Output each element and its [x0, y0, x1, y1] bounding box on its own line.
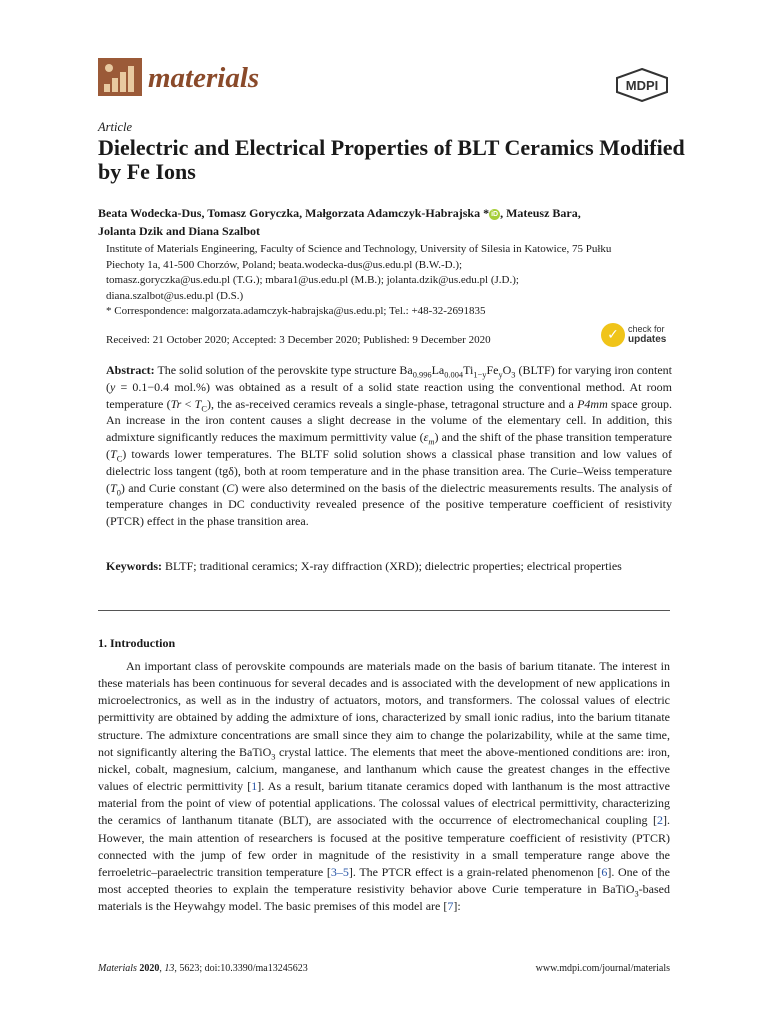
footer-citation: Materials 2020, 13, 5623; doi:10.3390/ma13245623: [98, 963, 308, 974]
abstract-label: Abstract:: [106, 363, 155, 377]
article-type: Article: [98, 120, 133, 134]
check-updates-line2: updates: [628, 334, 667, 345]
divider: [98, 610, 670, 611]
intro-paragraph: An important class of perovskite compounds are materials made on the basis of barium titanate. The interest in these materials has been continuous for several decades and is associated with the development of new applications in microelectronics, as well as in the industry of actuators, motors, and transformers. The colossal values of electric permittivity are obtained by adding the admixture of ions, characterized by small ionic radius, into the barium titanate structure. The admixture concentrations are small since they aim to change the polarizability, while at the same time, not significantly altering the BaTiO$_3$ crystal lattice. The elements that meet the above-mentioned conditions are: iron, nickel, cobalt, magnesium, calcium, manganese, and lanthanum which cause the greatest changes in the effective values of electric permittivity [1]. As a result, barium titanate ceramics doped with lanthanum is the most attractive material from the point of view of potential applications. The colossal values of electrical permittivity, characterizing the ceramics of lanthanum titanate (BLT), are associated with the occurrence of electromechanical coupling [2]. However, the main attention of researchers is focused at the positive temperature coefficient of resistivity (PTCR) connected with the jump of few order in magnitude of the resistivity in a small temperature range above the ferroeletric–paraelectric transition temperature [3–5]. The PTCR effect is a grain-related phenomenon [6]. One of the most accepted theories to explain the temperature resistivity behavior above Curie temperature in BaTiO$_3$-based materials is the Heywahgy model. The basic premises of this model are [7]:: [98, 659, 670, 914]
page-title: Dielectric and Electrical Properties of BLT Ceramics Modified by Fe Ions: [98, 135, 685, 184]
section-heading: 1. Introduction: [98, 636, 176, 650]
citation-link[interactable]: 1: [251, 779, 258, 794]
affiliation-line: diana.szalbot@us.edu.pl (D.S.): [106, 289, 244, 302]
citation-link[interactable]: 2: [657, 813, 663, 828]
citation-link[interactable]: 6: [601, 864, 608, 879]
author-list: [98, 204, 676, 240]
journal-brand[interactable]: materials: [148, 62, 260, 94]
affiliation: [106, 242, 672, 304]
check-updates-button[interactable]: [601, 323, 673, 349]
publication-dates: Received: 21 October 2020; Accepted: 3 December 2020; Published: 9 December 2020: [106, 334, 491, 346]
affiliation-line: tomasz.goryczka@us.edu.pl (T.G.); mbara1@us.edu.pl (M.B.); jolanta.dzik@us.edu.pl (J.D.);: [106, 274, 519, 286]
keywords-label: Keywords:: [106, 559, 162, 573]
affiliation-line: Piechoty 1a, 41-500 Chorzów, Poland; beata.wodecka-dus@us.edu.pl (B.W.-D.);: [106, 258, 463, 271]
authors-line1-a[interactable]: Beata Wodecka-Dus, Tomasz Goryczka, Małgorzata Adamczyk-Habrajska *: [98, 206, 490, 220]
authors-line1-b[interactable]: , Mateusz Bara,: [500, 206, 581, 220]
authors-line2[interactable]: Jolanta Dzik and Diana Szalbot: [98, 224, 261, 238]
check-updates-label: [628, 324, 666, 345]
keywords-text: BLTF; traditional ceramics; X-ray diffraction (XRD); dielectric properties; electrical properties: [162, 559, 622, 573]
mdpi-logo-text: MDPI: [625, 78, 659, 93]
orcid-icon[interactable]: iD: [491, 211, 499, 218]
abstract: Abstract: The solid solution of the perovskite type structure $Ba_{0.996}La_{0.004}Ti_{1-y}Fe_yO_3$ (BLTF) for varying iron content (y = 0.1−0.4 mol.%) was obtained as a result of a solid state reaction using the conventional method. At room temperature $(Tr < T_C)$, the as-received ceramics reveals a single-phase, tetragonal structure and a P4mm space group. An increase in the iron content causes a slight decrease in the volume of the elementary cell. In addition, this admixture significantly reduces the maximum permittivity value $(\varepsilon_m)$ and the shift of the phase transition temperature $(T_C)$ towards lower temperatures. The BLTF solid solution shows a classical phase transition and low values of dielectric loss tangent (tgδ), both at room temperature and in the phase transition area. The Curie–Weiss temperature $(T_0)$ and Curie constant (C) were also determined on the basis of the dielectric measurements results. The analysis of temperature changes in DC conductivity revealed presence of the positive temperature coefficient of resistivity (PTCR) effect in the phase transition area.: [106, 363, 673, 529]
affiliation-line: Institute of Materials Engineering, Faculty of Science and Technology, University of Silesia in Katowice, 75 Pułku: [106, 243, 612, 255]
check-icon: ✓: [601, 323, 625, 347]
footer-url[interactable]: www.mdpi.com/journal/materials: [535, 963, 670, 974]
correspondence: * Correspondence: malgorzata.adamczyk-habrajska@us.edu.pl; Tel.: +48-32-2691835: [106, 305, 486, 317]
journal-logo-icon: [98, 58, 142, 96]
citation-link[interactable]: 7: [447, 899, 454, 914]
keywords: [106, 558, 672, 575]
citation-link[interactable]: 3–5: [330, 864, 349, 879]
check-updates-line1: check for: [628, 324, 665, 334]
mdpi-logo[interactable]: [614, 68, 670, 102]
